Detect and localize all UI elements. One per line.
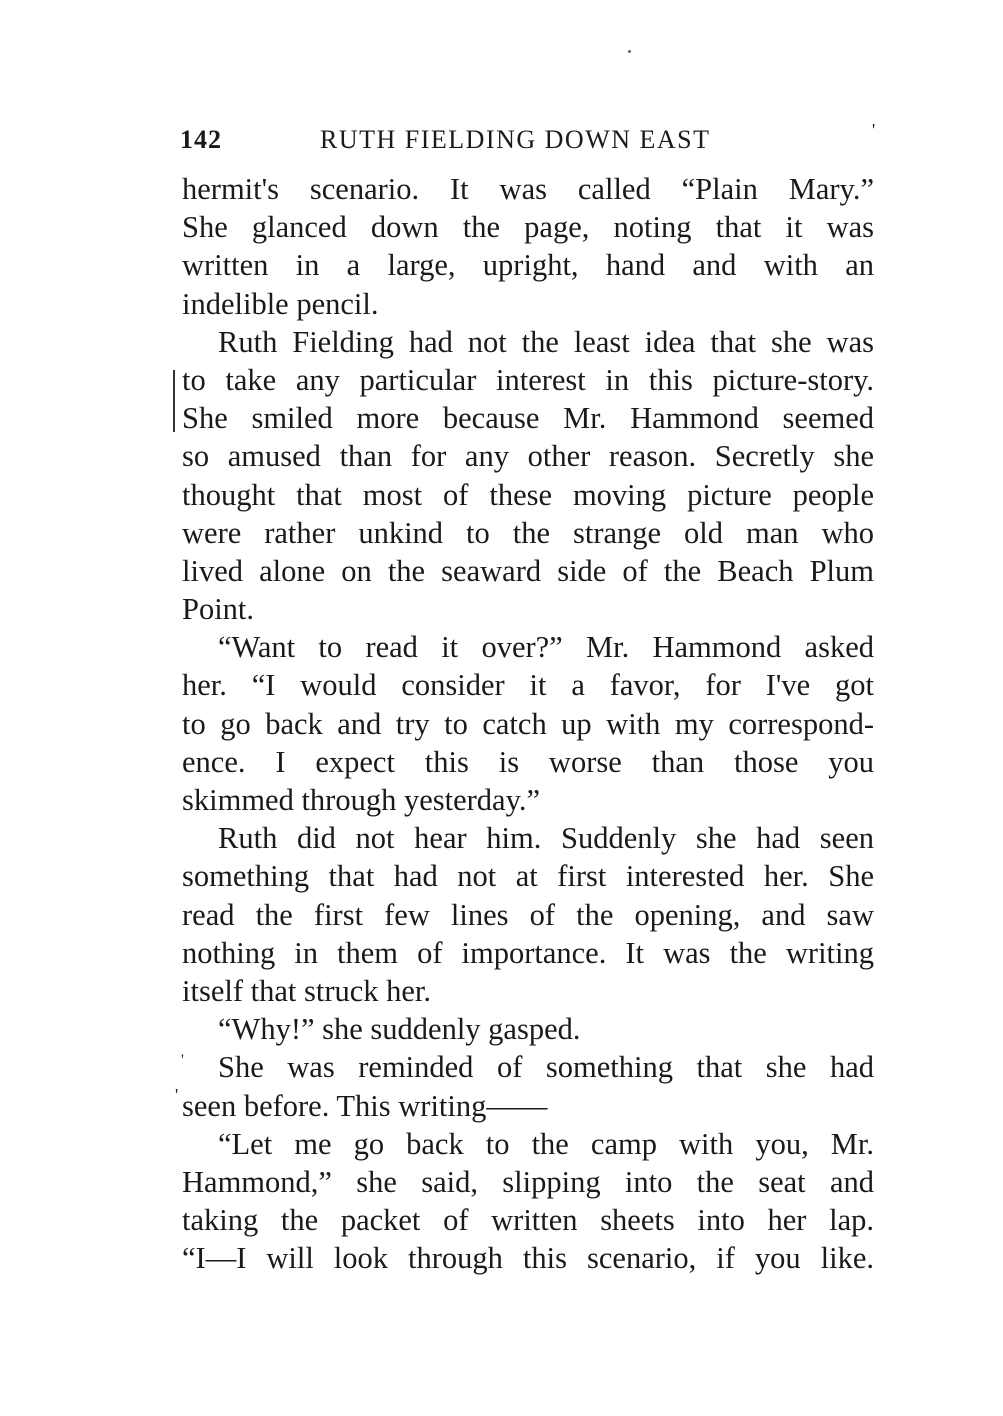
text-line: Ruth did not hear him. Suddenly she had seen — [218, 821, 874, 856]
text-line: thought that most of these moving picture people — [182, 477, 874, 512]
margin-tick: ' — [175, 1085, 179, 1105]
text-line: so amused than for any other reason. Secretly she — [182, 439, 874, 474]
body-text — [182, 170, 874, 1277]
text-line: lived alone on the seaward side of the Beach Plum — [182, 553, 874, 588]
margin-tick: ' — [181, 1052, 184, 1069]
text-line: She glanced down the page, noting that it was — [182, 210, 874, 245]
text-line: hermit's scenario. It was called “Plain Mary.” — [182, 172, 874, 206]
text-line: “Let me go back to the camp with you, Mr. — [218, 1126, 874, 1161]
text-line: “Want to read it over?” Mr. Hammond asked — [218, 630, 874, 665]
page-header — [180, 120, 880, 160]
text-line: She smiled more because Mr. Hammond seemed — [182, 401, 874, 436]
text-line: something that had not at first interested her. She — [182, 859, 874, 894]
text-line: She was reminded of something that she had — [218, 1050, 874, 1085]
text-line: seen before. This writing—— — [182, 1088, 548, 1123]
text-line: “I—I will look through this scenario, if you like. — [182, 1241, 874, 1276]
text-line: skimmed through yesterday.” — [182, 783, 541, 817]
page-number: 142 — [180, 125, 222, 154]
text-line: taking the packet of written sheets into her lap. — [182, 1203, 874, 1238]
text-line: Hammond,” she said, slipping into the seat and — [182, 1164, 874, 1199]
text-line: read the first few lines of the opening, and saw — [182, 897, 874, 932]
text-line: written in a large, upright, hand and with an — [182, 248, 874, 283]
running-title: RUTH FIELDING DOWN EAST — [320, 125, 711, 154]
text-line: Point. — [182, 592, 255, 627]
text-line: nothing in them of importance. It was the writing — [182, 935, 874, 970]
text-line: Ruth Fielding had not the least idea that she was — [218, 324, 874, 359]
text-line: indelible pencil. — [182, 286, 379, 321]
text-line: “Why!” she suddenly gasped. — [218, 1012, 581, 1047]
text-line: to go back and try to catch up with my correspond- — [182, 706, 874, 741]
text-line: her. “I would consider it a favor, for I've got — [182, 668, 874, 703]
margin-bracket — [173, 370, 175, 432]
text-line: ence. I expect this is worse than those you — [182, 744, 874, 779]
text-line: were rather unkind to the strange old man who — [182, 515, 874, 550]
text-line: to take any particular interest in this picture-story. — [182, 362, 874, 397]
text-line: itself that struck her. — [182, 973, 432, 1008]
scan-speck — [628, 50, 631, 53]
header-mark: ' — [872, 120, 877, 140]
